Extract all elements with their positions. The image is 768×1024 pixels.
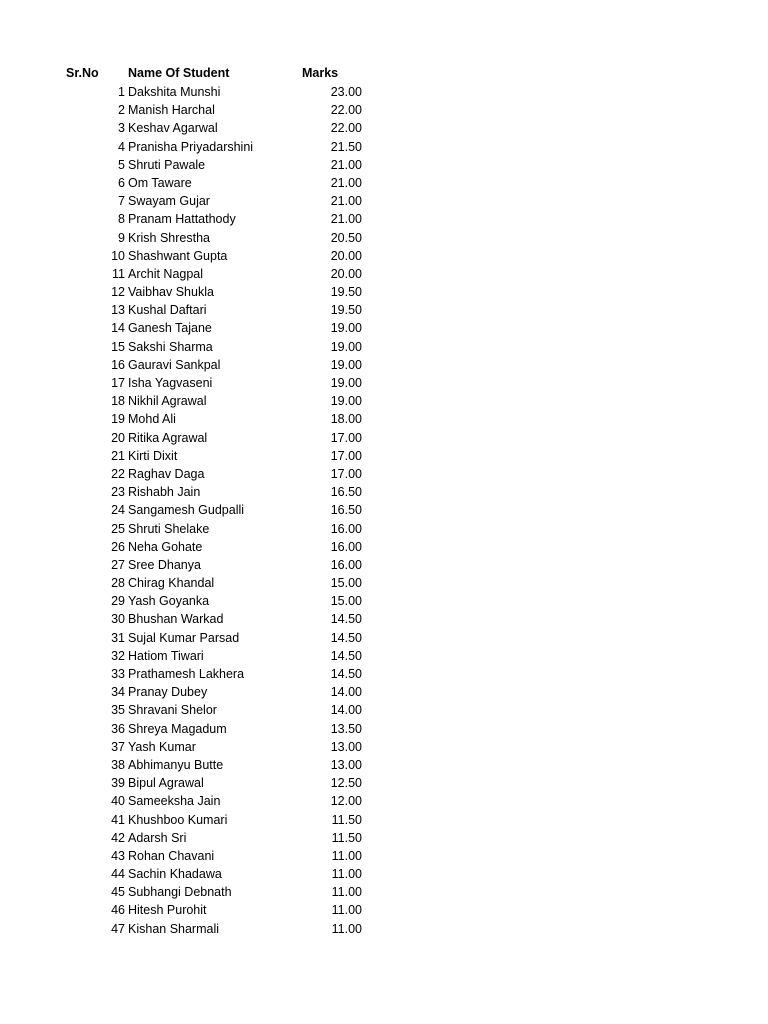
srno-cell: 8 [118, 212, 125, 227]
table-row [0, 520, 768, 538]
marks-cell: 14.50 [330, 648, 362, 663]
table-row [0, 865, 768, 883]
srno-cell: 43 [111, 848, 125, 863]
table-row [0, 247, 768, 265]
table-row [0, 792, 768, 810]
student-name-cell: Shruti Pawale [128, 157, 206, 172]
srno-cell: 35 [111, 703, 125, 718]
srno-cell: 31 [111, 630, 125, 645]
srno-cell: 25 [111, 521, 125, 536]
student-name-cell: Hitesh Purohit [128, 903, 207, 918]
marks-cell: 12.00 [330, 794, 362, 809]
marks-cell: 23.00 [330, 85, 362, 99]
marks-cell: 19.50 [330, 285, 362, 300]
table-row [0, 483, 768, 501]
marks-cell: 22.00 [330, 121, 362, 136]
table-row [0, 374, 768, 392]
marks-cell: 21.00 [330, 194, 362, 209]
student-name-cell: Hatiom Tiwari [128, 648, 204, 663]
student-name-cell: Krish Shrestha [128, 230, 210, 245]
srno-cell: 41 [111, 812, 125, 827]
table-row [0, 610, 768, 628]
marks-cell: 19.00 [330, 321, 362, 336]
srno-cell: 28 [111, 576, 125, 591]
marks-cell: 11.50 [331, 830, 362, 845]
marks-cell: 17.00 [330, 448, 362, 463]
srno-cell: 1 [118, 85, 125, 99]
student-name-cell: Om Taware [128, 175, 192, 190]
srno-cell: 44 [111, 867, 125, 882]
student-name-cell: Sree Dhanya [128, 557, 201, 572]
marks-cell: 12.50 [330, 776, 362, 791]
marks-cell: 17.00 [330, 430, 362, 445]
student-name-cell: Raghav Daga [128, 466, 205, 481]
marks-cell: 20.00 [330, 266, 362, 281]
table-row [0, 83, 768, 101]
srno-cell: 5 [118, 157, 125, 172]
srno-cell: 29 [111, 594, 125, 609]
name-column-header: Name Of Student [128, 66, 230, 80]
srno-cell: 36 [111, 721, 125, 736]
student-name-cell: Ritika Agrawal [128, 430, 208, 445]
student-name-cell: Nikhil Agrawal [128, 394, 207, 409]
srno-cell: 23 [111, 485, 125, 500]
marks-cell: 13.50 [330, 721, 362, 736]
srno-cell: 22 [111, 466, 125, 481]
table-row [0, 701, 768, 719]
srno-cell: 47 [111, 921, 125, 936]
srno-cell: 3 [118, 121, 125, 136]
srno-cell: 33 [111, 667, 125, 681]
student-name-cell: Sujal Kumar Parsad [128, 630, 240, 645]
student-name-cell: Manish Harchal [128, 103, 215, 118]
table-row [0, 683, 768, 701]
marks-cell: 22.00 [330, 103, 362, 118]
marks-cell: 17.00 [330, 466, 362, 481]
table-row [0, 829, 768, 847]
marks-cell: 20.50 [330, 230, 362, 245]
srno-cell: 12 [111, 285, 125, 300]
student-name-cell: Sameeksha Jain [128, 794, 221, 809]
table-row [0, 920, 768, 938]
table-row [0, 647, 768, 665]
table-row [0, 574, 768, 592]
table-row [0, 501, 768, 519]
table-row [0, 119, 768, 137]
table-row [0, 319, 768, 337]
marks-cell: 13.00 [330, 757, 362, 772]
srno-cell: 9 [118, 230, 125, 245]
srno-cell: 14 [111, 321, 125, 336]
student-name-cell: Khushboo Kumari [128, 812, 228, 827]
marks-cell: 11.00 [331, 867, 362, 882]
marks-cell: 21.00 [330, 157, 362, 172]
srno-cell: 7 [118, 194, 125, 209]
table-row [0, 447, 768, 465]
student-name-cell: Rishabh Jain [128, 485, 201, 500]
student-name-cell: Kirti Dixit [128, 448, 178, 463]
marks-cell: 14.50 [330, 630, 362, 645]
student-name-cell: Pranay Dubey [128, 685, 208, 700]
student-name-cell: Sangamesh Gudpalli [128, 503, 245, 518]
student-name-cell: Yash Kumar [128, 739, 196, 754]
marks-cell: 19.50 [330, 303, 362, 318]
marks-cell: 16.50 [330, 485, 362, 500]
marks-cell: 11.00 [331, 848, 362, 863]
marks-cell: 19.00 [330, 357, 362, 372]
student-name-cell: Swayam Gujar [128, 194, 210, 209]
table-header-row [0, 64, 768, 83]
marks-cell: 19.00 [330, 339, 362, 354]
srno-cell: 17 [111, 376, 125, 390]
srno-cell: 19 [111, 412, 125, 427]
srno-cell: 21 [111, 448, 125, 463]
student-name-cell: Shruti Shelake [128, 521, 210, 536]
marks-cell: 21.00 [330, 212, 362, 227]
table-body [0, 83, 768, 938]
student-name-cell: Mohd Ali [128, 412, 176, 427]
marks-cell: 19.00 [330, 376, 362, 390]
marks-cell: 14.00 [330, 703, 362, 718]
student-name-cell: Isha Yagvaseni [128, 376, 213, 390]
marks-cell: 16.00 [330, 557, 362, 572]
table-row [0, 720, 768, 738]
table-row [0, 301, 768, 319]
student-name-cell: Shashwant Gupta [128, 248, 228, 263]
marks-cell: 16.50 [330, 503, 362, 518]
student-name-cell: Bhushan Warkad [128, 612, 224, 627]
student-name-cell: Prathamesh Lakhera [128, 667, 245, 681]
table-row [0, 738, 768, 756]
table-row [0, 156, 768, 174]
student-name-cell: Keshav Agarwal [128, 121, 218, 136]
student-name-cell: Sakshi Sharma [128, 339, 213, 354]
table-row [0, 592, 768, 610]
student-name-cell: Pranisha Priyadarshini [128, 139, 254, 154]
table-row [0, 883, 768, 901]
marks-cell: 14.50 [330, 667, 362, 681]
table-row [0, 901, 768, 919]
srno-cell: 15 [111, 339, 125, 354]
srno-cell: 10 [111, 248, 125, 263]
srno-cell: 16 [111, 357, 125, 372]
table-row [0, 101, 768, 119]
student-name-cell: Chirag Khandal [128, 576, 215, 591]
marks-cell: 20.00 [330, 248, 362, 263]
srno-cell: 4 [118, 139, 125, 154]
marks-cell: 21.00 [330, 175, 362, 190]
marks-table [0, 64, 768, 938]
table-row [0, 174, 768, 192]
table-row [0, 556, 768, 574]
student-name-cell: Sachin Khadawa [128, 867, 222, 882]
table-row [0, 429, 768, 447]
marks-cell: 21.50 [330, 139, 362, 154]
table-row [0, 774, 768, 792]
srno-cell: 42 [111, 830, 125, 845]
marks-cell: 11.00 [331, 885, 362, 900]
table-row [0, 265, 768, 283]
srno-cell: 18 [111, 394, 125, 409]
table-row [0, 283, 768, 301]
srno-column-header: Sr.No [66, 66, 99, 80]
table-row [0, 338, 768, 356]
marks-cell: 19.00 [330, 394, 362, 409]
marks-cell: 14.50 [330, 612, 362, 627]
srno-cell: 27 [111, 557, 125, 572]
table-row [0, 629, 768, 647]
marks-cell: 11.50 [331, 812, 362, 827]
marks-cell: 14.00 [330, 685, 362, 700]
student-name-cell: Ganesh Tajane [128, 321, 212, 336]
student-name-cell: Abhimanyu Butte [128, 757, 224, 772]
table-row [0, 665, 768, 683]
student-name-cell: Shravani Shelor [128, 703, 217, 718]
student-name-cell: Neha Gohate [128, 539, 203, 554]
marks-cell: 16.00 [330, 521, 362, 536]
student-name-cell: Subhangi Debnath [128, 885, 232, 900]
srno-cell: 46 [111, 903, 125, 918]
srno-cell: 45 [111, 885, 125, 900]
srno-cell: 39 [111, 776, 125, 791]
marks-cell: 11.00 [331, 903, 362, 918]
srno-cell: 38 [111, 757, 125, 772]
srno-cell: 40 [111, 794, 125, 809]
srno-cell: 24 [111, 503, 125, 518]
table-row [0, 192, 768, 210]
table-row [0, 210, 768, 228]
srno-cell: 6 [118, 175, 125, 190]
marks-cell: 15.00 [330, 594, 362, 609]
table-row [0, 811, 768, 829]
srno-cell: 13 [111, 303, 125, 318]
srno-cell: 20 [111, 430, 125, 445]
student-name-cell: Kushal Daftari [128, 303, 207, 318]
srno-cell: 11 [112, 266, 125, 281]
marks-cell: 16.00 [330, 539, 362, 554]
student-name-cell: Yash Goyanka [128, 594, 210, 609]
student-name-cell: Vaibhav Shukla [128, 285, 214, 300]
marks-cell: 13.00 [330, 739, 362, 754]
table-row [0, 356, 768, 374]
table-row [0, 229, 768, 247]
table-row [0, 538, 768, 556]
student-name-cell: Rohan Chavani [128, 848, 215, 863]
student-name-cell: Kishan Sharmali [128, 921, 220, 936]
table-row [0, 392, 768, 410]
marks-cell: 18.00 [330, 412, 362, 427]
marks-cell: 15.00 [330, 576, 362, 591]
srno-cell: 34 [111, 685, 125, 700]
marks-cell: 11.00 [331, 921, 362, 936]
srno-cell: 2 [118, 103, 125, 118]
student-name-cell: Bipul Agrawal [128, 776, 204, 791]
marks-column-header: Marks [302, 66, 339, 80]
student-name-cell: Shreya Magadum [128, 721, 227, 736]
student-name-cell: Adarsh Sri [128, 830, 187, 845]
table-row [0, 138, 768, 156]
student-name-cell: Archit Nagpal [128, 266, 204, 281]
srno-cell: 37 [111, 739, 125, 754]
table-row [0, 465, 768, 483]
table-row [0, 847, 768, 865]
student-name-cell: Gauravi Sankpal [128, 357, 221, 372]
table-row [0, 410, 768, 428]
student-name-cell: Pranam Hattathody [128, 212, 236, 227]
table-row [0, 756, 768, 774]
srno-cell: 30 [111, 612, 125, 627]
student-name-cell: Dakshita Munshi [128, 85, 221, 99]
srno-cell: 32 [111, 648, 125, 663]
srno-cell: 26 [111, 539, 125, 554]
